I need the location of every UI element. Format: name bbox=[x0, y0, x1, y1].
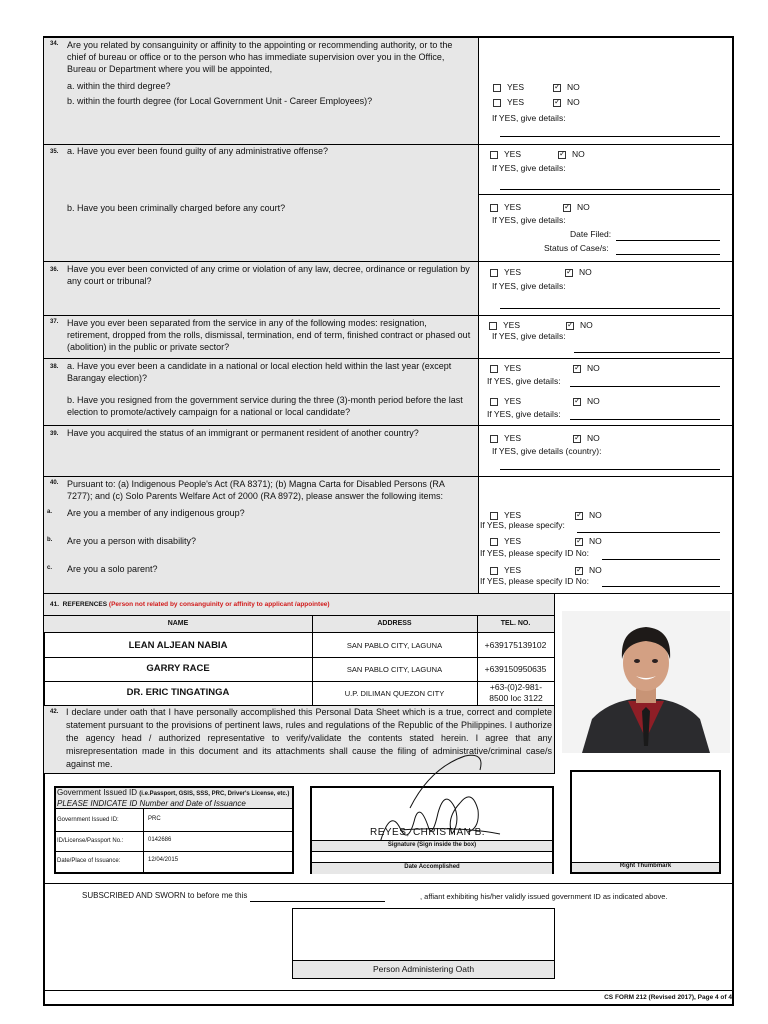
q40c-specify-label: If YES, please specify ID No: bbox=[480, 576, 589, 586]
q40a-yes[interactable]: YES bbox=[490, 510, 521, 520]
q39-details-label: If YES, give details (country): bbox=[492, 446, 602, 456]
q38b-details-line[interactable] bbox=[570, 419, 720, 420]
q37-no[interactable]: ✓ NO bbox=[566, 320, 593, 330]
q40c-text: Are you a solo parent? bbox=[67, 564, 158, 574]
q40-number: 40. bbox=[50, 480, 59, 486]
thumbmark-label: Right Thumbmark bbox=[619, 863, 672, 869]
ref-row-2-name: GARRY RACE bbox=[146, 663, 210, 674]
q39-no[interactable]: ✓ NO bbox=[573, 433, 600, 443]
checkbox[interactable] bbox=[490, 435, 498, 443]
checkbox[interactable] bbox=[490, 567, 498, 575]
q37-details-line[interactable] bbox=[574, 352, 720, 353]
ref-row-3-tel: +63-(0)2-981-8500 loc 3122 bbox=[489, 682, 543, 703]
q34b-no[interactable]: ✓ NO bbox=[553, 97, 580, 107]
q38b-details-label: If YES, give details: bbox=[487, 409, 561, 419]
oath-text-right: , affiant exhibiting his/her validly issued government ID as indicated above. bbox=[420, 892, 668, 901]
checkbox-checked[interactable] bbox=[575, 512, 583, 520]
q35b-yes[interactable]: YES bbox=[490, 202, 521, 212]
q38a-yes[interactable]: YES bbox=[490, 363, 521, 373]
ref-row-2-address: SAN PABLO CITY, LAGUNA bbox=[346, 665, 443, 674]
checkbox[interactable] bbox=[490, 512, 498, 520]
gov-id-instruction: PLEASE INDICATE ID Number and Date of Issuance bbox=[57, 799, 246, 808]
checkbox[interactable] bbox=[489, 322, 497, 330]
q39-details-line[interactable] bbox=[500, 469, 720, 470]
form-footer: CS FORM 212 (Revised 2017), Page 4 of 4 bbox=[604, 994, 732, 1001]
oath-text-left: SUBSCRIBED AND SWORN to before me this bbox=[82, 891, 248, 900]
ref-row-1-name: LEAN ALJEAN NABIA bbox=[128, 640, 228, 651]
date-accomplished-label: Date Accomplished bbox=[404, 864, 460, 870]
q34b-yes[interactable]: YES bbox=[493, 97, 524, 107]
q35a-details-line[interactable] bbox=[500, 189, 720, 190]
q34a-no[interactable]: ✓ NO bbox=[553, 82, 580, 92]
gov-id-date-value[interactable]: 12/04/2015 bbox=[148, 857, 179, 863]
q40-text: Pursuant to: (a) Indigenous People's Act (RA 8371); (b) Magna Carta for Disabled Persons (RA 7277); and (c) Solo Parents Welfare Act of 2000 (RA 8972), please answer the following items: bbox=[67, 479, 445, 501]
q38b-yes[interactable]: YES bbox=[490, 396, 521, 406]
signature-name: REYES, CHRISTIAN B. bbox=[370, 827, 486, 838]
q34b-text: b. within the fourth degree (for Local Government Unit - Career Employees)? bbox=[67, 96, 373, 106]
q38-number: 38. bbox=[50, 364, 59, 370]
q34-details-label: If YES, give details: bbox=[492, 113, 566, 123]
checkbox-checked[interactable] bbox=[573, 365, 581, 373]
ref-row-1-tel: +639175139102 bbox=[484, 640, 547, 650]
q36-yes[interactable]: YES bbox=[490, 267, 521, 277]
q35a-yes[interactable]: YES bbox=[490, 149, 521, 159]
q40a-specify-line[interactable] bbox=[577, 532, 720, 533]
checkbox-checked[interactable] bbox=[558, 151, 566, 159]
oath-label: Person Administering Oath bbox=[372, 964, 475, 974]
q35b-text: b. Have you been criminally charged before any court? bbox=[67, 203, 286, 213]
q34a-yes[interactable]: YES bbox=[493, 82, 524, 92]
q40c-specify-line[interactable] bbox=[602, 586, 720, 587]
q40b-letter: b. bbox=[47, 537, 53, 543]
q37-number: 37. bbox=[50, 319, 59, 325]
q40b-specify-label: If YES, please specify ID No: bbox=[480, 548, 589, 558]
q40a-no[interactable]: ✓ NO bbox=[575, 510, 602, 520]
q40c-letter: c. bbox=[47, 565, 53, 571]
ref-row-3-address: U.P. DILIMAN QUEZON CITY bbox=[344, 689, 445, 698]
gov-id-no-value[interactable]: 0142686 bbox=[148, 837, 172, 843]
q38a-details-label: If YES, give details: bbox=[487, 376, 561, 386]
q37-text: Have you ever been separated from the service in any of the following modes: resignation, retirement, dropped from the rolls, dismissal, termination, end of term, finished contract or phased out (abolition) in the public or private sector? bbox=[67, 318, 471, 352]
q35b-no[interactable]: ✓ NO bbox=[563, 202, 590, 212]
q42-text: I declare under oath that I have personally accomplished this Personal Data Sheet which is a true, correct and complete statement pursuant to the provisions of pertinent laws, rules and regulations of the Republic of the Philippines. I authorize the agency head / authorized representative to verify/validate the contents stated herein. I agree that any misrepresentation made in this document and its attachments shall cause the filing of administrative/criminal case/s against me. bbox=[66, 707, 552, 769]
gov-id-date-label: Date/Place of Issuance: bbox=[57, 858, 121, 864]
q40b-specify-line[interactable] bbox=[602, 559, 720, 560]
q36-number: 36. bbox=[50, 267, 59, 273]
checkbox-checked[interactable] bbox=[563, 204, 571, 212]
thumbmark-box[interactable] bbox=[570, 770, 721, 874]
checkbox[interactable] bbox=[490, 269, 498, 277]
q35-number: 35. bbox=[50, 149, 59, 155]
ref-row-3-name: DR. ERIC TINGATINGA bbox=[126, 687, 230, 698]
q38a-details-line[interactable] bbox=[570, 386, 720, 387]
q34-text: Are you related by consanguinity or affinity to the appointing or recommending authority, or to the chief of bureau or office or to the person who has immediate supervision over you in the Office, Bureau or Department where you will be appointed, bbox=[67, 40, 453, 74]
q36-details-line[interactable] bbox=[500, 308, 720, 309]
ref-row-1-address: SAN PABLO CITY, LAGUNA bbox=[346, 641, 443, 650]
checkbox-checked[interactable] bbox=[575, 538, 583, 546]
q35b-status-label: Status of Case/s: bbox=[544, 243, 609, 253]
applicant-photo bbox=[562, 611, 730, 753]
checkbox-checked[interactable] bbox=[573, 435, 581, 443]
checkbox[interactable] bbox=[490, 538, 498, 546]
question-answer-divider bbox=[478, 38, 479, 594]
checkbox[interactable] bbox=[493, 84, 501, 92]
q40b-no[interactable]: ✓ NO bbox=[575, 536, 602, 546]
checkbox[interactable] bbox=[490, 151, 498, 159]
q35a-text: a. Have you ever been found guilty of any administrative offense? bbox=[67, 146, 328, 156]
q36-text: Have you ever been convicted of any crime or violation of any law, decree, ordinance or regulation by any court or tribunal? bbox=[67, 264, 470, 286]
gov-id-value[interactable]: PRC bbox=[148, 816, 161, 822]
q39-number: 39. bbox=[50, 431, 59, 437]
ref-header-tel: TEL. NO. bbox=[500, 620, 531, 627]
q38b-text: b. Have you resigned from the government service during the three (3)-month period before the last election to promote/actively campaign for a national or local candidate? bbox=[67, 395, 463, 417]
q34-details-line[interactable] bbox=[500, 136, 720, 137]
checkbox-checked[interactable] bbox=[565, 269, 573, 277]
q35b-date-filed-label: Date Filed: bbox=[570, 229, 612, 239]
checkbox-checked[interactable] bbox=[573, 398, 581, 406]
date-filed-line[interactable] bbox=[616, 240, 720, 241]
checkbox-checked[interactable] bbox=[566, 322, 574, 330]
references-note: (Person not related by consanguinity or affinity to applicant /appointee) bbox=[108, 601, 330, 608]
status-line[interactable] bbox=[616, 254, 720, 255]
ref-header-name: NAME bbox=[167, 620, 189, 627]
q35a-no[interactable]: ✓ NO bbox=[558, 149, 585, 159]
q40a-letter: a. bbox=[47, 509, 53, 515]
q42-number: 42. bbox=[50, 709, 59, 715]
q37-details-label: If YES, give details: bbox=[492, 331, 566, 341]
q38a-no[interactable]: ✓ NO bbox=[573, 363, 600, 373]
q39-yes[interactable]: YES bbox=[490, 433, 521, 443]
signature-label: Signature (Sign inside the box) bbox=[387, 842, 477, 848]
oath-date-line[interactable] bbox=[250, 901, 385, 902]
q35b-details-label: If YES, give details: bbox=[492, 215, 566, 225]
checkbox[interactable] bbox=[493, 99, 501, 107]
checkbox-checked[interactable] bbox=[575, 567, 583, 575]
q40b-yes[interactable]: YES bbox=[490, 536, 521, 546]
q35a-details-label: If YES, give details: bbox=[492, 163, 566, 173]
q36-details-label: If YES, give details: bbox=[492, 281, 566, 291]
q37-yes[interactable]: YES bbox=[489, 320, 520, 330]
checkbox[interactable] bbox=[490, 204, 498, 212]
references-title: 41. REFERENCES (Person not related by consanguinity or affinity to applicant /appointee) bbox=[50, 601, 330, 608]
checkbox[interactable] bbox=[490, 365, 498, 373]
q40a-text: Are you a member of any indigenous group? bbox=[67, 508, 245, 518]
q34a-text: a. within the third degree? bbox=[67, 81, 171, 91]
q40c-yes[interactable]: YES bbox=[490, 565, 521, 575]
checkbox[interactable] bbox=[490, 398, 498, 406]
checkbox-checked[interactable] bbox=[553, 99, 561, 107]
checkbox-checked[interactable] bbox=[553, 84, 561, 92]
q39-text: Have you acquired the status of an immigrant or permanent resident of another country? bbox=[67, 428, 419, 438]
gov-id-no-label: ID/License/Passport No.: bbox=[57, 838, 124, 844]
q40a-specify-label: If YES, please specify: bbox=[480, 520, 565, 530]
q38a-text: a. Have you ever been a candidate in a national or local election held within the last year (except Barangay election)? bbox=[67, 361, 452, 383]
q34-number: 34. bbox=[50, 41, 59, 47]
q36-no[interactable]: ✓ NO bbox=[565, 267, 592, 277]
gov-id-label: Government Issued ID: bbox=[57, 817, 119, 823]
q40c-no[interactable]: ✓ NO bbox=[575, 565, 602, 575]
q38b-no[interactable]: ✓ NO bbox=[573, 396, 600, 406]
q40b-text: Are you a person with disability? bbox=[67, 536, 197, 546]
ref-row-2-tel: +639150950635 bbox=[484, 664, 547, 674]
gov-id-title: Government Issued ID (i.e.Passport, GSIS, SSS, PRC, Driver's License, etc.) bbox=[57, 788, 290, 797]
ref-header-address: ADDRESS bbox=[377, 620, 412, 627]
person-photo-icon bbox=[562, 611, 730, 753]
